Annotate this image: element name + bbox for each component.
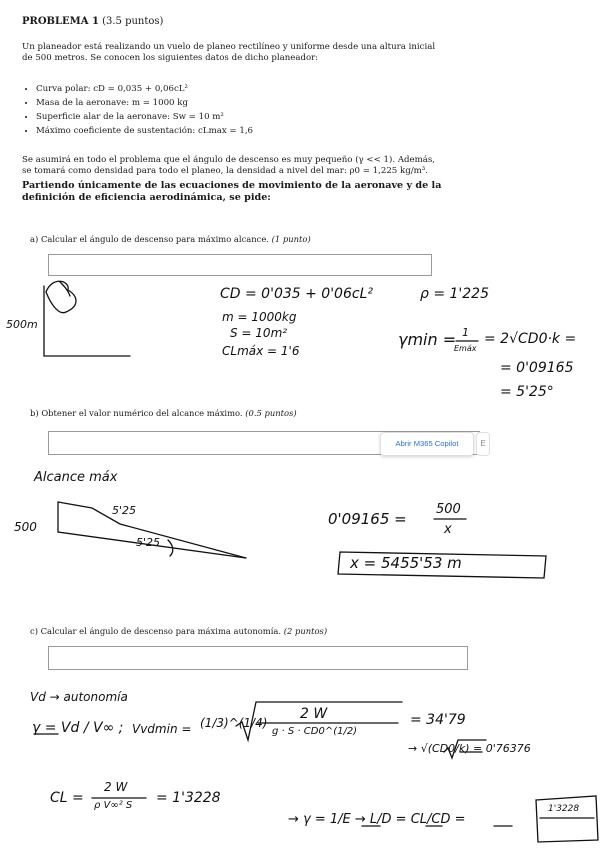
hw-altitude: 500m [6,318,38,331]
hw-cl-label: CL = [50,790,84,806]
hw-range-lhs: 0'09165 = [328,510,407,528]
question-text: Calcular el ángulo de descenso para máximo alcance. [40,234,269,244]
hw-range-den: x [444,522,452,537]
question-points: (1 punto) [271,234,311,244]
hw-vmin-label: Vvdmin = [132,722,192,736]
hw-sqrt-num: 2 W [300,706,328,722]
sketch-glide-path [58,502,246,558]
hw-vmin-value: = 34'79 [410,712,466,728]
list-item: • Masa de la aeronave: m = 1000 kg [36,96,253,110]
question-points: (2 puntos) [283,626,328,636]
hw-range-result: x = 5455'53 m [350,554,462,572]
question-text: Calcular el ángulo de descenso para máxima autonomía. [40,626,282,636]
copilot-button[interactable]: Abrir M365 Copilot [380,432,474,456]
side-button[interactable]: E [476,432,490,456]
hw-cl-den: ρ V∞² S [94,800,133,811]
sketch-glider [46,281,76,312]
hw-angle-bottom: 5'25 [136,536,161,549]
hw-surface: S = 10m² [230,326,288,340]
problem-points: (3.5 puntos) [102,16,164,27]
question-label: a) [30,234,39,244]
list-item: • Curva polar: cD = 0,035 + 0,06cL² [36,82,253,96]
hw-autonomy-heading: Vd → autonomía [30,690,128,704]
hw-cl-num: 2 W [104,780,128,794]
hw-vmin-factor: (1/3)^(1/4) [200,716,268,730]
hw-frac-num-a: 1 [462,326,469,339]
hw-gamma-eq: γ = Vd / V∞ ; [32,720,124,736]
question-points: (0.5 puntos) [245,408,297,418]
hw-gamma-value: = 0'09165 [500,360,574,376]
question-text: Obtener el valor numérico del alcance máximo. [41,408,243,418]
problem-title-text: PROBLEMA 1 [22,16,99,27]
hw-gamma-rhs: = 2√CD0·k = [484,331,577,347]
hw-range-heading: Alcance máx [34,470,118,485]
hw-gamma-min: γmin = [398,330,457,349]
hw-boxed-result: 1'3228 [548,804,580,814]
hw-gamma-degrees: = 5'25° [500,384,554,400]
question-label: c) [30,626,38,636]
hw-height-500: 500 [14,520,37,534]
hw-range-num: 500 [436,502,461,517]
hw-clmax: CLmáx = 1'6 [222,344,300,358]
hw-frac-den-a: Emáx [454,344,477,353]
question-label: b) [30,408,39,418]
hw-rho: ρ = 1'225 [420,286,489,302]
hw-angle-top: 5'25 [112,504,137,517]
sketch-altitude-axis [44,286,130,356]
assumption-text: Se asumirá en todo el problema que el ángulo de descenso es muy pequeño (γ << 1). Además, se tomará como densidad para todo el planeo, la densidad a nivel del mar: ρ0 = 1,225 kg/m³. [22,155,436,176]
hw-cl-value: = 1'3228 [156,790,221,806]
result-box-c [536,796,598,842]
sketch-range-triangle [58,502,246,558]
list-item: • Superficie alar de la aeronave: Sw = 10 m² [36,110,253,124]
hw-cd0-eq: → √(CD0/k) = 0'76376 [408,742,531,755]
list-item: • Máximo coeficiente de sustentación: cLmax = 1,6 [36,124,253,138]
hw-cd-polar: CD = 0'035 + 0'06cL² [220,286,373,302]
problem-intro: Un planeador está realizando un vuelo de planeo rectilíneo y uniforme desde una altura inicial de 500 metros. Se conocen los siguientes datos de dicho planeador: [22,42,436,63]
hw-gamma-efficiency: → γ = 1/E → L/D = CL/CD = [288,812,466,827]
hw-sqrt-den: g · S · CD0^(1/2) [272,726,358,737]
hw-mass: m = 1000kg [222,310,297,324]
instruction-text: Partiendo únicamente de las ecuaciones de movimiento de la aeronave y de la definición de eficiencia aerodinámica, se pide: [22,180,442,203]
